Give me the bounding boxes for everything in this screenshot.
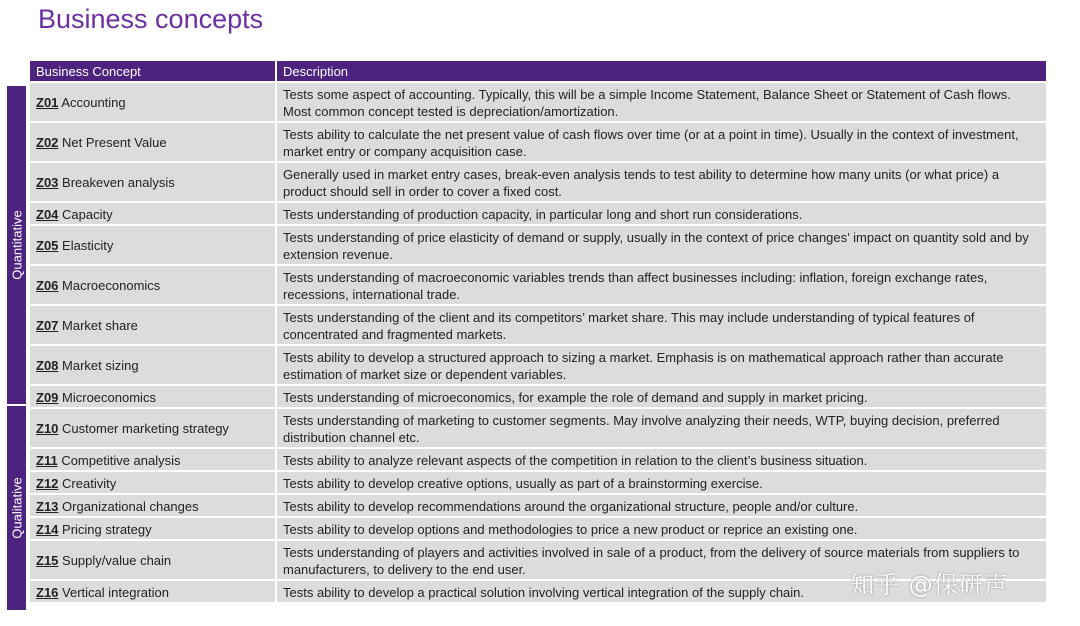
concept-cell <box>30 581 277 604</box>
concept-name: Organizational changes <box>62 498 199 514</box>
description-cell: Tests some aspect of accounting. Typically, this will be a simple Income Statement, Balance Sheet or Statement of Cash flows. Most common concept tested is depreciation/amortization. <box>277 83 1048 123</box>
concept-code-link[interactable]: Z06 <box>36 278 59 293</box>
concept-code-link[interactable]: Z09 <box>36 389 59 405</box>
table-row <box>30 472 1048 495</box>
quantitative-label: Quantitative <box>9 210 24 280</box>
table-row <box>30 346 1048 386</box>
quantitative-group-label <box>7 86 26 404</box>
description-cell: Tests ability to develop creative options, usually as part of a brainstorming exercise. <box>277 472 1048 495</box>
concept-code-link[interactable]: Z08 <box>36 358 59 373</box>
description-cell: Tests understanding of microeconomics, for example the role of demand and supply in market pricing. <box>277 386 1048 409</box>
concept-cell <box>30 306 277 346</box>
concept-name: Vertical integration <box>62 584 169 600</box>
description-cell: Tests ability to analyze relevant aspects of the competition in relation to the client’s business situation. <box>277 449 1048 472</box>
concept-cell <box>30 346 277 386</box>
concept-cell <box>30 123 277 163</box>
concept-cell <box>30 226 277 266</box>
concept-name: Customer marketing strategy <box>62 421 229 436</box>
concept-cell <box>30 449 277 472</box>
concept-name: Accounting <box>61 95 126 110</box>
concept-name: Elasticity <box>62 238 114 253</box>
concept-code-link[interactable]: Z12 <box>36 475 59 491</box>
description-cell: Tests ability to develop a practical solution involving vertical integration of the supply chain. <box>277 581 1048 604</box>
concept-code-link[interactable]: Z14 <box>36 521 59 537</box>
table-row <box>30 409 1048 449</box>
concept-code-link[interactable]: Z10 <box>36 421 59 436</box>
concept-cell <box>30 386 277 409</box>
qualitative-group-label <box>7 406 26 610</box>
concept-cell <box>30 472 277 495</box>
concept-name: Supply/value chain <box>62 553 172 568</box>
table-row <box>30 306 1048 346</box>
business-concepts-table <box>30 61 1048 604</box>
concept-name: Macroeconomics <box>62 278 161 293</box>
description-cell: Tests understanding of macroeconomic variables trends than affect businesses including: inflation, foreign exchange rates, recessions, international trade. <box>277 266 1048 306</box>
concept-name: Net Present Value <box>62 135 167 150</box>
concept-name: Breakeven analysis <box>62 175 175 190</box>
concept-code-link[interactable]: Z15 <box>36 553 59 568</box>
concept-name: Pricing strategy <box>62 521 152 537</box>
description-cell: Tests understanding of production capacity, in particular long and short run considerations. <box>277 203 1048 226</box>
concept-cell <box>30 203 277 226</box>
watermark: 知乎 @保研声 <box>850 571 1009 599</box>
table-row <box>30 518 1048 541</box>
header-business-concept: Business Concept <box>30 61 277 83</box>
concept-cell <box>30 83 277 123</box>
table-row <box>30 386 1048 409</box>
concept-name: Capacity <box>62 206 113 222</box>
concept-name: Creativity <box>62 475 117 491</box>
page-title: Business concepts <box>38 4 264 34</box>
description-cell: Tests understanding of players and activities involved in sale of a product, from the delivery of source materials from suppliers to manufacturers, to delivery to the end user. <box>277 541 1048 581</box>
concept-cell <box>30 541 277 581</box>
concept-code-link[interactable]: Z02 <box>36 135 59 150</box>
concept-code-link[interactable]: Z07 <box>36 318 59 333</box>
description-cell: Tests understanding of price elasticity of demand or supply, usually in the context of price changes’ impact on quantity sold and by extension revenue. <box>277 226 1048 266</box>
description-cell: Tests understanding of marketing to customer segments. May involve analyzing their needs, WTP, buying decision, preferred distribution channel etc. <box>277 409 1048 449</box>
concept-code-link[interactable]: Z05 <box>36 238 59 253</box>
concept-name: Microeconomics <box>62 389 156 405</box>
concept-name: Market sizing <box>62 358 139 373</box>
table-header-row <box>30 61 1048 83</box>
description-cell: Tests ability to develop a structured approach to sizing a market. Emphasis is on mathematical approach rather than accurate estimation of market size or dependent variables. <box>277 346 1048 386</box>
table-row <box>30 123 1048 163</box>
qualitative-label: Qualitative <box>9 477 24 539</box>
table-row <box>30 449 1048 472</box>
table-row <box>30 266 1048 306</box>
concept-code-link[interactable]: Z11 <box>36 452 58 468</box>
concept-code-link[interactable]: Z13 <box>36 498 59 514</box>
concept-code-link[interactable]: Z03 <box>36 175 59 190</box>
description-cell: Tests understanding of the client and its competitors’ market share. This may include understanding of typical features of concentrated and fragmented markets. <box>277 306 1048 346</box>
table-row <box>30 83 1048 123</box>
description-cell: Generally used in market entry cases, break-even analysis tends to test ability to determine how many units (or what price) a product should sell in order to cover a fixed cost. <box>277 163 1048 203</box>
concept-cell <box>30 163 277 203</box>
description-cell: Tests ability to develop recommendations around the organizational structure, people and/or culture. <box>277 495 1048 518</box>
concept-cell <box>30 266 277 306</box>
description-cell: Tests ability to calculate the net present value of cash flows over time (or at a point in time). Usually in the context of investment, market entry or company acquisition case. <box>277 123 1048 163</box>
table-row <box>30 495 1048 518</box>
concept-code-link[interactable]: Z04 <box>36 206 59 222</box>
concept-code-link[interactable]: Z16 <box>36 584 59 600</box>
concept-cell <box>30 495 277 518</box>
concept-cell <box>30 518 277 541</box>
table-row <box>30 226 1048 266</box>
header-description: Description <box>277 61 1048 83</box>
concept-cell <box>30 409 277 449</box>
table-row <box>30 203 1048 226</box>
concept-name: Competitive analysis <box>61 452 181 468</box>
concept-code-link[interactable]: Z01 <box>36 95 59 110</box>
description-cell: Tests ability to develop options and methodologies to price a new product or reprice an existing one. <box>277 518 1048 541</box>
table-row <box>30 163 1048 203</box>
concept-name: Market share <box>62 318 138 333</box>
